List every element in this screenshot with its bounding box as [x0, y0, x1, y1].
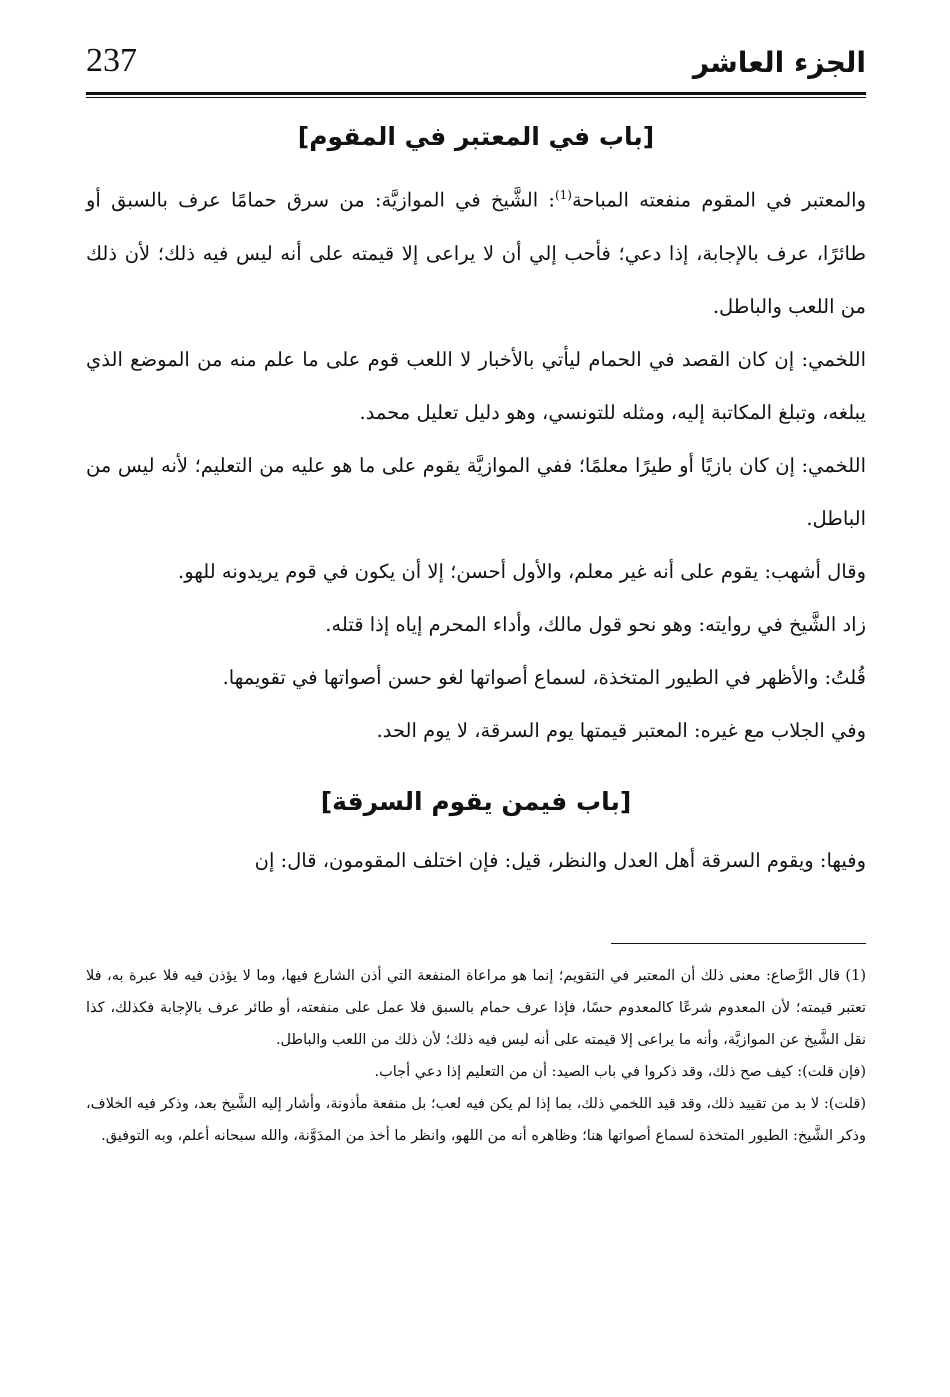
footnote-reference[interactable]: (1) — [554, 188, 572, 202]
footnotes — [86, 960, 866, 1152]
footnote-item: (قلت): لا بد من تقييد ذلك، وقد قيد اللخمي ذلك، بما إذا لم يكن فيه لعب؛ بل منفعة مأذونة، وأشار إليه الشَّيخ بعد، وذكر فيه الخلاف، وذكر الشَّيخ: الطيور المتخذة لسماع أصواتها هنا؛ وظاهره أنه من اللهو، وانظر ما أخذ من المدَوَّنة، والله سبحانه أعلم، وبه التوفيق. — [86, 1095, 866, 1144]
running-header-title: الجزء العاشر — [692, 46, 866, 79]
header-divider — [86, 92, 866, 98]
paragraph-text: : الشَّيخ في الموازيَّة: من سرق حمامًا عرف بالسبق أو طائرًا، عرف بالإجابة، إذا دعي؛ فأحب إلي أن لا يراعى إلا قيمته على أنه ليس فيه ذلك؛ لأن ذلك من اللعب والباطل. — [86, 188, 866, 318]
body-paragraph: اللخمي: إن كان القصد في الحمام ليأتي بالأخبار لا اللعب قوم على ما علم منه من الموضع الذي يبلغه، وتبلغ المكاتبة إليه، ومثله للتونسي، وهو دليل تعليل محمد. — [86, 347, 866, 424]
body-paragraph: زاد الشَّيخ في روايته: وهو نحو قول مالك، وأداء المحرم إياه إذا قتله. — [325, 612, 866, 636]
footnote-item: (فإن قلت): كيف صح ذلك، وقد ذكروا في باب الصيد: أن من التعليم إذا دعي أجاب. — [374, 1063, 866, 1080]
footnote-separator — [611, 943, 866, 944]
book-page — [86, 40, 866, 1360]
body-paragraph: قُلتُ: والأظهر في الطيور المتخذة، لسماع أصواتها لغو حسن أصواتها في تقويمها. — [222, 665, 866, 689]
section-heading-appraisers: [باب فيمن يقوم السرقة] — [320, 786, 632, 816]
body-paragraph: وقال أشهب: يقوم على أنه غير معلم، والأول أحسن؛ إلا أن يكون في قوم يريدونه للهو. — [178, 559, 866, 583]
section-heading-valuation: [باب في المعتبر في المقوم] — [297, 122, 655, 151]
page-number: 237 — [86, 42, 137, 79]
paragraph-text: والمعتبر في المقوم منفعته المباحة — [571, 188, 866, 212]
body-paragraph: وفي الجلاب مع غيره: المعتبر قيمتها يوم السرقة، لا يوم الحد. — [376, 718, 866, 742]
body-paragraph: اللخمي: إن كان بازيًا أو طيرًا معلمًا؛ ففي الموازيَّة يقوم على ما هو عليه من التعليم؛ لأنه ليس من الباطل. — [86, 453, 866, 530]
running-header — [86, 40, 866, 98]
body-paragraph: وفيها: ويقوم السرقة أهل العدل والنظر، قيل: فإن اختلف المقومون، قال: إن — [254, 848, 866, 872]
footnote-item: (1) قال الرَّصاع: معنى ذلك أن المعتبر في التقويم؛ إنما هو مراعاة المنفعة التي أذن الشارع فيها، وما لا يؤذن فيه فلا عبرة به، فلا تعتبر قيمته؛ لأن المعدوم شرعًا كالمعدوم حسًا، فإذا عرف حمام بالسبق فلا عمل على منفعته، أو طائر عرف بالإجابة فكذلك، كذا نقل الشَّيخ عن الموازيَّة، وأنه ما يراعى إلا قيمته على أنه ليس فيه ذلك؛ لأن ذلك من اللعب والباطل. — [86, 967, 866, 1048]
body-paragraph — [86, 169, 866, 333]
